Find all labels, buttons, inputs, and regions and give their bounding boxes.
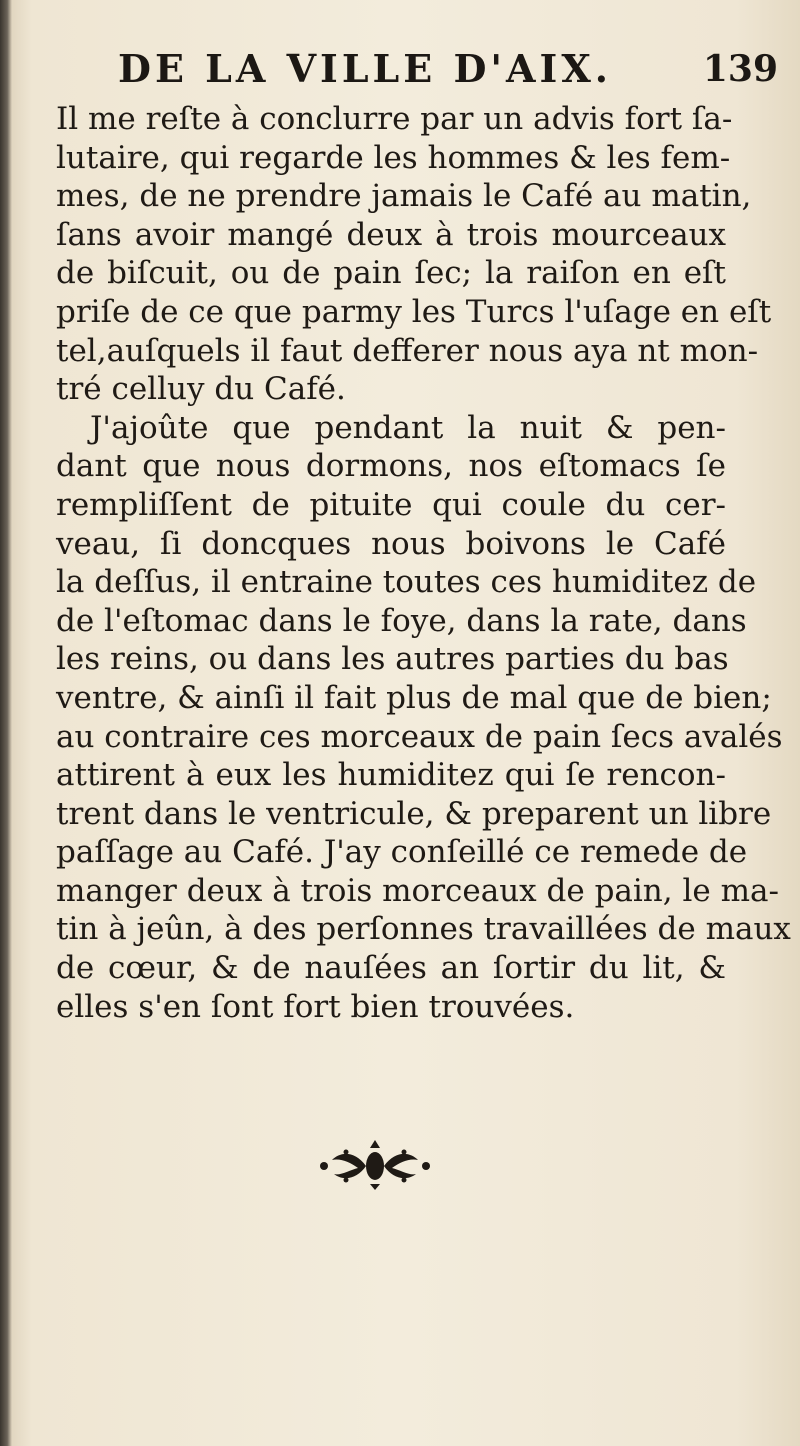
text-line: J'ajoûte que pendant la nuit & pen- bbox=[90, 409, 726, 446]
page-gutter-shadow bbox=[0, 0, 12, 1446]
text-line: tel,auſquels il faut defferer nous aya nt mon- bbox=[56, 332, 759, 369]
text-line: de cœur, & de nauſées an ſortir du lit, & bbox=[56, 950, 726, 987]
text-line: de l'eſtomac dans le foye, dans la rate, dans bbox=[56, 602, 747, 639]
text-line: au contraire ces morceaux de pain ſecs avalés bbox=[56, 718, 783, 755]
text-line: rempliſſent de pituite qui coule du cer- bbox=[56, 486, 726, 523]
text-line: priſe de ce que parmy les Turcs l'uſage en eſt bbox=[56, 293, 772, 330]
text-line: paſſage au Café. J'ay conſeillé ce remede de bbox=[56, 834, 748, 871]
running-title: DE LA VILLE D'AIX. bbox=[118, 46, 613, 91]
text-line: tin à jeûn, à des perſonnes travaillées de maux bbox=[56, 911, 791, 948]
text-line: manger deux à trois morceaux de pain, le ma- bbox=[56, 872, 779, 909]
text-line: ſans avoir mangé deux à trois mourceaux bbox=[56, 216, 726, 253]
text-line: dant que nous dormons, nos eſtomacs ſe bbox=[56, 448, 726, 485]
text-line: ventre, & ainſi il fait plus de mal que de bien; bbox=[56, 679, 772, 716]
text-line: lutaire, qui regarde les hommes & les fem- bbox=[56, 139, 731, 176]
text-line: la deſſus, il entraine toutes ces humiditez de bbox=[56, 564, 757, 601]
paragraph-1 bbox=[56, 100, 772, 409]
text-line: tré celluy du Café. bbox=[56, 371, 346, 408]
text-line: de biſcuit, ou de pain ſec; la raiſon en eſt bbox=[56, 255, 726, 292]
text-line: les reins, ou dans les autres parties du bas bbox=[56, 641, 729, 678]
text-line: mes, de ne prendre jamais le Café au matin, bbox=[56, 178, 752, 215]
body-text bbox=[56, 100, 791, 1026]
paragraph-2 bbox=[56, 409, 791, 1027]
page-header bbox=[0, 46, 800, 100]
text-line: veau, ſi doncques nous boivons le Café bbox=[56, 525, 726, 562]
text-line: trent dans le ventricule, & preparent un libre bbox=[56, 795, 772, 832]
page-number: 139 bbox=[702, 48, 778, 90]
fleuron-ornament-icon bbox=[310, 1140, 440, 1190]
text-line: attirent à eux les humiditez qui ſe rencon- bbox=[56, 757, 726, 794]
text-line: elles s'en ſont fort bien trouvées. bbox=[56, 988, 575, 1025]
text-line: Il me reſte à conclurre par un advis fort ſa- bbox=[56, 101, 733, 137]
